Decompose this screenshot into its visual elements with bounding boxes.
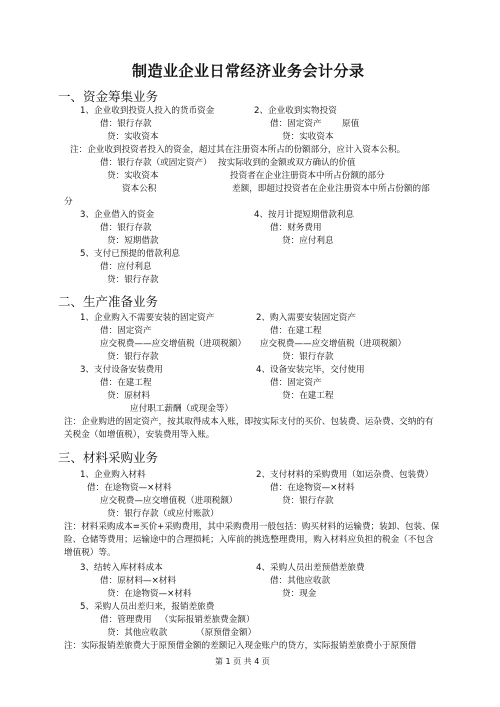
- text-line: 分: [64, 197, 73, 207]
- text-line: 1、企业收到投资人投入的货币资金: [80, 106, 215, 116]
- section-heading: 三、材料采购业务: [58, 450, 159, 465]
- text-line: 借：固定资产: [100, 326, 152, 336]
- text-line: （实际报销差旅费金额）: [160, 615, 255, 625]
- text-line: 借：固定资产: [270, 119, 322, 129]
- text-line: 借：在建工程: [100, 378, 152, 388]
- text-line: 投资者在企业注册资本中所占份额的部分: [230, 171, 385, 181]
- text-line: 应交税费——应交增值税（进项税额）: [100, 339, 247, 349]
- text-line: 借：在建工程: [270, 326, 322, 336]
- text-line: 5、支付已预提的借款利息: [80, 249, 180, 259]
- text-line: 4、设备安装完毕，交付使用: [256, 365, 365, 375]
- text-line: 差额，即超过投资者在企业注册资本中所占份额的部: [232, 184, 430, 194]
- text-line: 4、采购人员出差预借差旅费: [256, 563, 365, 573]
- text-line: 贷：其他应收款: [107, 628, 168, 638]
- note-line: 增值税）等。: [64, 548, 116, 558]
- text-line: 借：管理费用: [100, 615, 152, 625]
- text-line: 借：在途物资—×材料: [270, 483, 355, 493]
- text-line: 贷：短期借款: [107, 236, 159, 246]
- text-line: 借：银行存款: [100, 119, 152, 129]
- text-line: 贷：在建工程: [282, 391, 334, 401]
- page-footer: 第 1 页 共 4 页: [215, 657, 270, 666]
- text-line: 4、按月计提短期借款利息: [254, 210, 354, 220]
- text-line: 贷：在途物资—×材料: [107, 589, 192, 599]
- text-line: 借：固定资产: [270, 378, 322, 388]
- note-line: 注：实际报销差旅费大于原预借金额的差额记入现金账户的贷方，实际报销差旅费小于原预借: [64, 641, 417, 651]
- document-title: 制造业企业日常经济业务会计分录: [132, 62, 365, 80]
- text-line: 贷：银行存款: [282, 352, 334, 362]
- text-line: 借：银行存款（或固定资产）: [100, 158, 212, 168]
- text-line: 借：银行存款: [100, 223, 152, 233]
- section-heading: 一、资金筹集业务: [58, 89, 159, 104]
- text-line: 贷：银行存款: [282, 496, 334, 506]
- note-line: 险、仓储等费用；运输途中的合理损耗；入库前的挑选整理费用，购入材料应负担的税金（不包含: [64, 535, 434, 545]
- text-line: 贷：实收资本: [107, 171, 159, 181]
- text-line: 1、企业购入材料: [80, 470, 146, 480]
- text-line: 2、企业收到实物投资: [254, 106, 337, 116]
- text-line: 资本公积: [122, 184, 157, 194]
- text-line: 5、采购人员出差归来，报销差旅费: [80, 602, 215, 612]
- text-line: 贷：银行存款: [107, 352, 159, 362]
- text-line: 贷：实收资本: [282, 132, 334, 142]
- note-line: 注：材料采购成本=买价+采购费用，其中采购费用一般包括：购买材料的运输费；装卸、包装、保: [64, 522, 440, 532]
- text-line: 应交税费——应交增值税（进项税额）: [260, 339, 407, 349]
- text-line: 按实际收到的金额或双方确认的价值: [218, 158, 356, 168]
- text-line: 贷：银行存款: [107, 275, 159, 285]
- text-line: 贷：现金: [282, 589, 317, 599]
- text-line: 贷：原材料: [107, 391, 150, 401]
- text-line: 借：原材料—×材料: [100, 576, 176, 586]
- text-line: 应付职工薪酬（或现金等）: [130, 404, 234, 414]
- note-line: 注：企业收到投资者投入的资金，超过其在注册资本所占的份额部分，应计入资本公积。: [70, 145, 406, 155]
- text-line: 2、支付材料的采购费用（如运杂费、包装费）: [256, 470, 434, 480]
- note-line: 注：企业购进的固定资产，按其取得成本入账，即按实际支付的买价、包装费、运杂费、交纳的有: [64, 417, 434, 427]
- text-line: 应交税费—应交增值税（进项税额）: [100, 496, 238, 506]
- text-line: 贷：实收资本: [107, 132, 159, 142]
- note-line: 关税金（如增值税），安装费用等入账。: [64, 430, 215, 440]
- text-line: 3、企业借入的资金: [80, 210, 155, 220]
- section-heading: 二、生产准备业务: [58, 294, 159, 309]
- text-line: 贷：应付利息: [282, 236, 334, 246]
- text-line: 原值: [342, 119, 360, 129]
- text-line: 3、支付设备安装费用: [80, 365, 163, 375]
- text-line: （原预借金额）: [196, 628, 257, 638]
- text-line: 借：其他应收款: [270, 576, 331, 586]
- text-line: 借：应付利息: [100, 262, 152, 272]
- text-line: 借：在途物资—×材料: [87, 483, 172, 493]
- text-line: 贷：银行存款（或应付账款）: [107, 509, 219, 519]
- text-line: 3、结转入库材料成本: [80, 563, 163, 573]
- text-line: 1、企业购入不需要安装的固定资产: [80, 313, 215, 323]
- text-line: 2、购入需要安装固定资产: [256, 313, 356, 323]
- text-line: 借：财务费用: [270, 223, 322, 233]
